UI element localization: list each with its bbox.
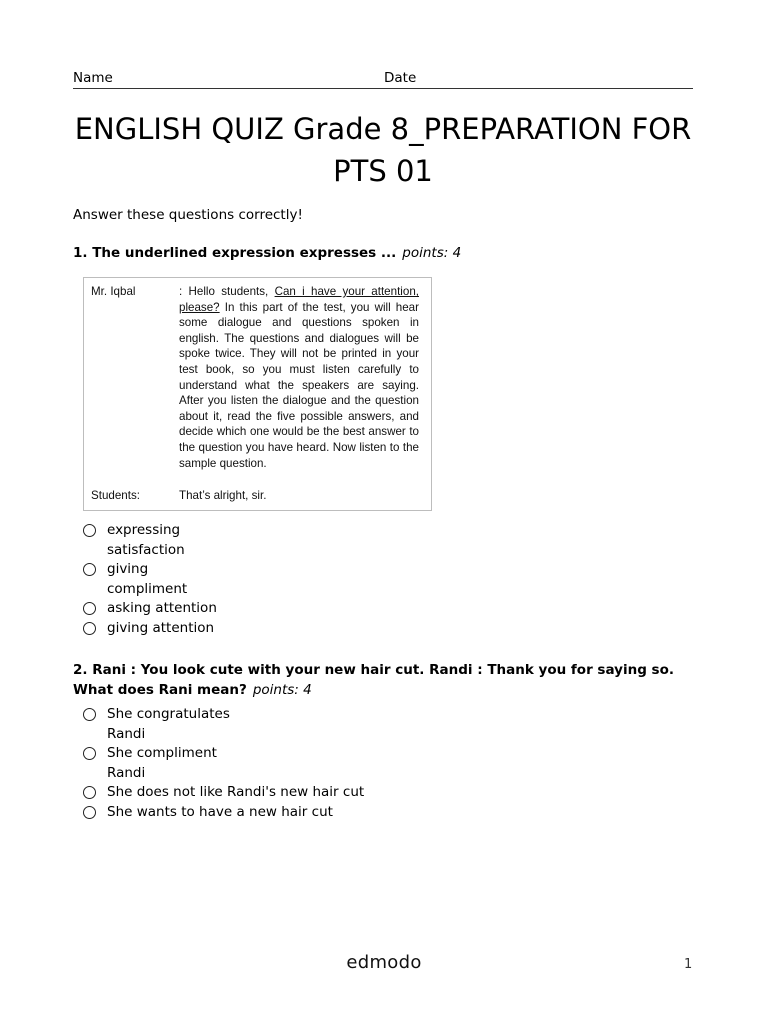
instructions: Answer these questions correctly! <box>73 207 303 223</box>
name-label: Name <box>73 70 113 86</box>
radio-button[interactable] <box>83 602 96 615</box>
option-label: She wants to have a new hair cut <box>107 803 333 820</box>
radio-button[interactable] <box>83 747 96 760</box>
option-label: She compliment Randi <box>107 745 217 781</box>
question-1-text: 1. The underlined expression expresses ... <box>73 245 397 261</box>
radio-button[interactable] <box>83 786 96 799</box>
option-item[interactable] <box>83 744 237 783</box>
underlined-expression: Can i have your attention, please? <box>179 285 419 314</box>
speech-1-rest: In this part of the test, you will hear some dialogue and questions spoken in english. The questions and dialogues will be spoke twice. They will not be printed in your test book, so you must listen carefully to understand what the speakers are saying. After you listen the dialogue and the question about it, read the five possible answers, and decide which one would be the best answer to the question you have heard. Now listen to the sample question. <box>179 300 419 470</box>
question-2-text: 2. Rani : You look cute with your new hair cut. Randi : Thank you for saying so. What does Rani mean? <box>73 662 674 698</box>
date-label: Date <box>384 70 417 86</box>
question-2-options <box>83 705 363 822</box>
option-item[interactable] <box>83 619 347 639</box>
option-label: asking attention <box>107 600 217 616</box>
speaker-2-name: Students: <box>91 489 140 502</box>
question-2-points: points: 4 <box>252 682 312 698</box>
dialogue-passage-image <box>83 277 432 511</box>
speaker-2-speech: That’s alright, sir. <box>179 489 267 502</box>
option-label: She does not like Randi's new hair cut <box>107 784 365 800</box>
speaker-1-speech <box>179 284 419 471</box>
radio-button[interactable] <box>83 622 96 635</box>
page-number: 1 <box>684 957 693 972</box>
option-item[interactable] <box>83 521 217 560</box>
question-1-options <box>83 521 363 638</box>
radio-button[interactable] <box>83 563 96 576</box>
option-item[interactable] <box>83 783 377 803</box>
option-item[interactable] <box>83 803 347 823</box>
radio-button[interactable] <box>83 524 96 537</box>
option-item[interactable] <box>83 599 347 619</box>
quiz-title: ENGLISH QUIZ Grade 8_PREPARATION FOR PTS 01 <box>74 112 692 188</box>
edmodo-logo: edmodo <box>346 952 422 973</box>
question-2 <box>73 660 703 700</box>
option-label: She congratulates Randi <box>107 706 230 742</box>
speaker-1-name: Mr. Iqbal <box>91 285 136 298</box>
question-1-points: points: 4 <box>402 245 462 261</box>
option-label: giving attention <box>107 619 215 636</box>
option-item[interactable] <box>83 705 257 744</box>
option-label: expressing satisfaction <box>107 522 185 558</box>
question-1 <box>73 243 703 263</box>
name-date-header <box>73 69 693 89</box>
radio-button[interactable] <box>83 708 96 721</box>
speech-1-prefix: : Hello students, <box>179 285 275 298</box>
option-item[interactable] <box>83 560 217 599</box>
option-label: giving compliment <box>107 561 188 597</box>
radio-button[interactable] <box>83 806 96 819</box>
